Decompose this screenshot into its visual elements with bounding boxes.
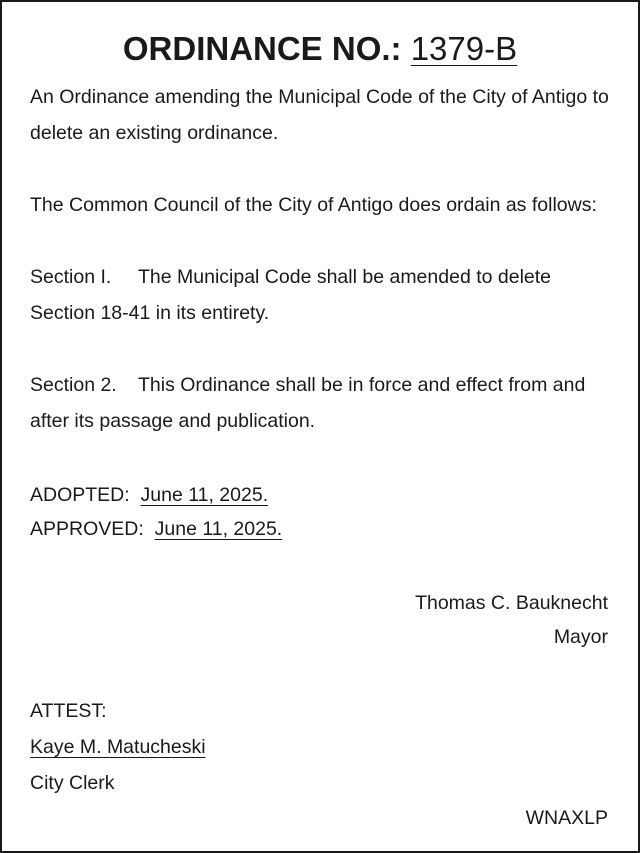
mayor-name: Thomas C. Bauknecht bbox=[415, 592, 608, 614]
section-2-text-1: This Ordinance shall be in force and effect from and bbox=[138, 374, 586, 396]
approved-label: APPROVED: bbox=[30, 518, 144, 540]
section-2-line-2: after its passage and publication. bbox=[30, 410, 316, 432]
adopted-date: June 11, 2025. bbox=[140, 484, 269, 506]
section-1-line-2: Section 18-41 in its entirety. bbox=[30, 302, 270, 324]
approved-date: June 11, 2025. bbox=[154, 518, 283, 540]
ordinance-number: 1379-B bbox=[410, 30, 518, 67]
clerk-title: City Clerk bbox=[30, 772, 115, 794]
attest-label: ATTEST: bbox=[30, 700, 107, 722]
section-2-line-1 bbox=[30, 372, 585, 398]
title-prefix: ORDINANCE NO.: bbox=[122, 30, 402, 67]
page-title bbox=[2, 28, 638, 70]
intro-line-2: delete an existing ordinance. bbox=[30, 122, 279, 144]
intro-line-1: An Ordinance amending the Municipal Code of the City of Antigo to bbox=[30, 86, 609, 108]
mayor-title: Mayor bbox=[553, 626, 608, 648]
adopted-line bbox=[30, 482, 268, 508]
publication-code: WNAXLP bbox=[525, 807, 608, 829]
section-1-text-1: The Municipal Code shall be amended to delete bbox=[138, 266, 552, 288]
section-2-label: Section 2. bbox=[30, 374, 117, 396]
clerk-name bbox=[30, 734, 206, 760]
section-1-line-1 bbox=[30, 264, 551, 290]
approved-line bbox=[30, 516, 282, 542]
section-1-label: Section I. bbox=[30, 266, 112, 288]
adopted-label: ADOPTED: bbox=[30, 484, 130, 506]
ordain-statement: The Common Council of the City of Antigo does ordain as follows: bbox=[30, 194, 597, 216]
clerk-name-text: Kaye M. Matucheski bbox=[30, 736, 206, 758]
